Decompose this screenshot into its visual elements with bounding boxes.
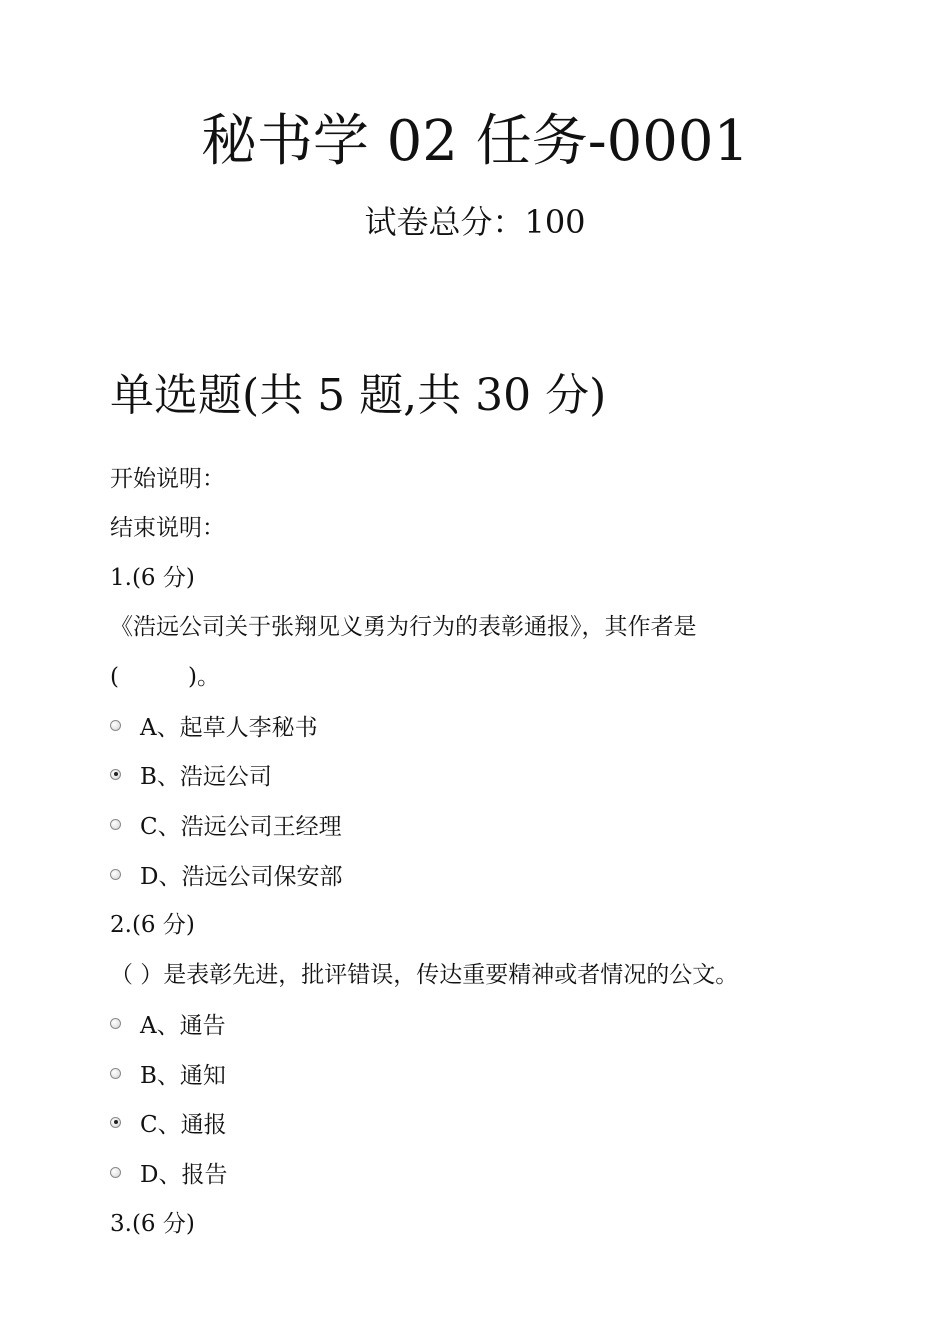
section-heading: 单选题(共 5 题,共 30 分) [110, 370, 607, 421]
radio-unchecked-icon[interactable] [110, 720, 121, 731]
start-note: 开始说明： [110, 466, 225, 492]
option-label: C、浩远公司王经理 [140, 814, 342, 840]
radio-unchecked-icon[interactable] [110, 1167, 121, 1178]
question-2-option-c[interactable] [110, 1110, 227, 1140]
question-1-stem: 《浩远公司关于张翔见义勇为行为的表彰通报》，其作者是 [110, 614, 697, 640]
radio-checked-icon[interactable] [110, 1117, 121, 1128]
option-label: D、浩远公司保安部 [140, 864, 343, 890]
question-1-option-a[interactable] [110, 713, 318, 743]
radio-unchecked-icon[interactable] [110, 1018, 121, 1029]
radio-unchecked-icon[interactable] [110, 869, 121, 880]
question-1-number: 1.(6 分) [110, 565, 195, 591]
option-label: B、通知 [140, 1063, 226, 1089]
question-2-stem: （ ）是表彰先进，批评错误，传达重要精神或者情况的公文。 [110, 962, 739, 988]
option-label: C、通报 [140, 1112, 227, 1138]
question-1-option-c[interactable] [110, 812, 342, 842]
question-2-option-d[interactable] [110, 1160, 227, 1190]
page-title: 秘书学 02 任务-0001 [200, 109, 750, 174]
option-label: A、通告 [140, 1013, 226, 1039]
radio-unchecked-icon[interactable] [110, 1068, 121, 1079]
question-2-option-b[interactable] [110, 1061, 226, 1091]
question-2-number: 2.(6 分) [110, 912, 195, 938]
option-label: A、起草人李秘书 [140, 715, 318, 741]
question-1-stem-continued: ( )。 [110, 664, 220, 690]
radio-unchecked-icon[interactable] [110, 819, 121, 830]
radio-checked-icon[interactable] [110, 769, 121, 780]
total-score: 试卷总分：100 [364, 203, 586, 241]
option-label: B、浩远公司 [140, 764, 272, 790]
end-note: 结束说明： [110, 515, 225, 541]
option-label: D、报告 [140, 1162, 228, 1188]
question-2-option-a[interactable] [110, 1011, 226, 1041]
question-3-number: 3.(6 分) [110, 1211, 195, 1237]
question-1-option-b[interactable] [110, 762, 272, 792]
question-1-option-d[interactable] [110, 862, 342, 892]
